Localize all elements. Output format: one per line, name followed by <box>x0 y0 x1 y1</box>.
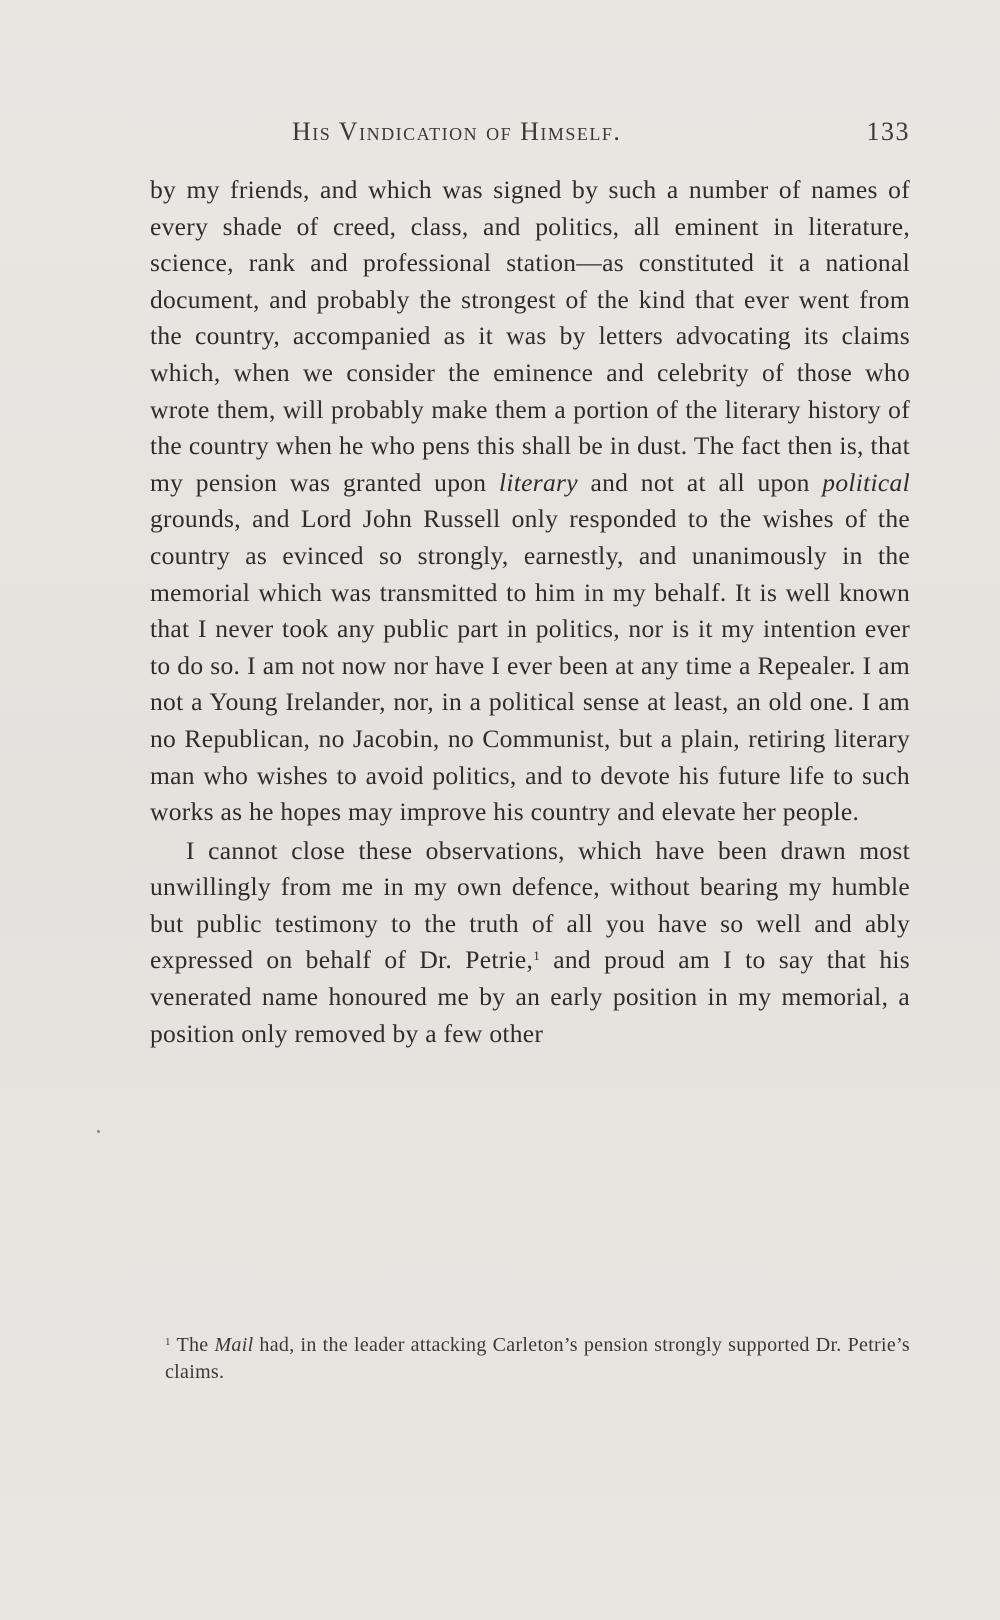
paragraph-2 <box>150 833 910 1053</box>
footnote-text-b: had, in the leader attacking Carleton’s pension strongly supported Dr. Petrie’s claims. <box>165 1334 910 1383</box>
paragraph-2-text-a: I cannot close these observations, which have been drawn most unwillingly from me in my own defence, without bearing my humble but public testimony to the truth of all you have so well and ably expressed on behalf of Dr. Petrie, <box>150 835 910 975</box>
footnote-reference: 1 <box>533 948 541 964</box>
paragraph-1-text-b: and not at all upon <box>577 467 823 497</box>
running-title: His Vindication of Himself. <box>292 117 622 146</box>
footnote-text-a: The <box>170 1334 215 1356</box>
page-number: 133 <box>866 117 910 146</box>
italic-political: political <box>822 467 910 497</box>
paper-speck <box>97 1130 100 1133</box>
paragraph-1 <box>150 172 910 831</box>
italic-mail: Mail <box>214 1334 254 1356</box>
paragraph-1-text-a: by my friends, and which was signed by such a number of names of every shade of creed, class, and politics, all eminent in literature, science, rank and professional station—as constituted it a national document, and probably the strongest of the kind that ever went from the country, accompanied as it was by letters advocating its claims which, when we consider the eminence and celebrity of those who wrote them, will probably make them a portion of the literary history of the country when he who pens this shall be in dust. The fact then is, that my pension was granted upon <box>150 175 910 497</box>
body-text <box>150 172 910 1052</box>
italic-literary: literary <box>498 467 578 497</box>
footnote-marker: 1 <box>165 1336 171 1348</box>
paragraph-2-text-b: and proud am I to say that his venerated name honoured me by an early position in my memorial, a position only removed by a few other <box>150 945 910 1048</box>
running-head <box>150 117 910 157</box>
footnote <box>165 1332 910 1386</box>
footnote-text <box>165 1332 910 1386</box>
paragraph-1-text-c: grounds, and Lord John Russell only responded to the wishes of the country as evinced so strongly, earnestly, and unanimously in the memorial which was transmitted to him in my behalf. It is well known that I never took any public part in politics, nor is it my intention ever to do so. I am not now nor have I ever been at any time a Repealer. I am not a Young Irelander, nor, in a political sense at least, an old one. I am no Republican, no Jacobin, no Communist, but a plain, retiring literary man who wishes to avoid politics, and to devote his future life to such works as he hopes may improve his country and elevate her people. <box>150 504 910 827</box>
